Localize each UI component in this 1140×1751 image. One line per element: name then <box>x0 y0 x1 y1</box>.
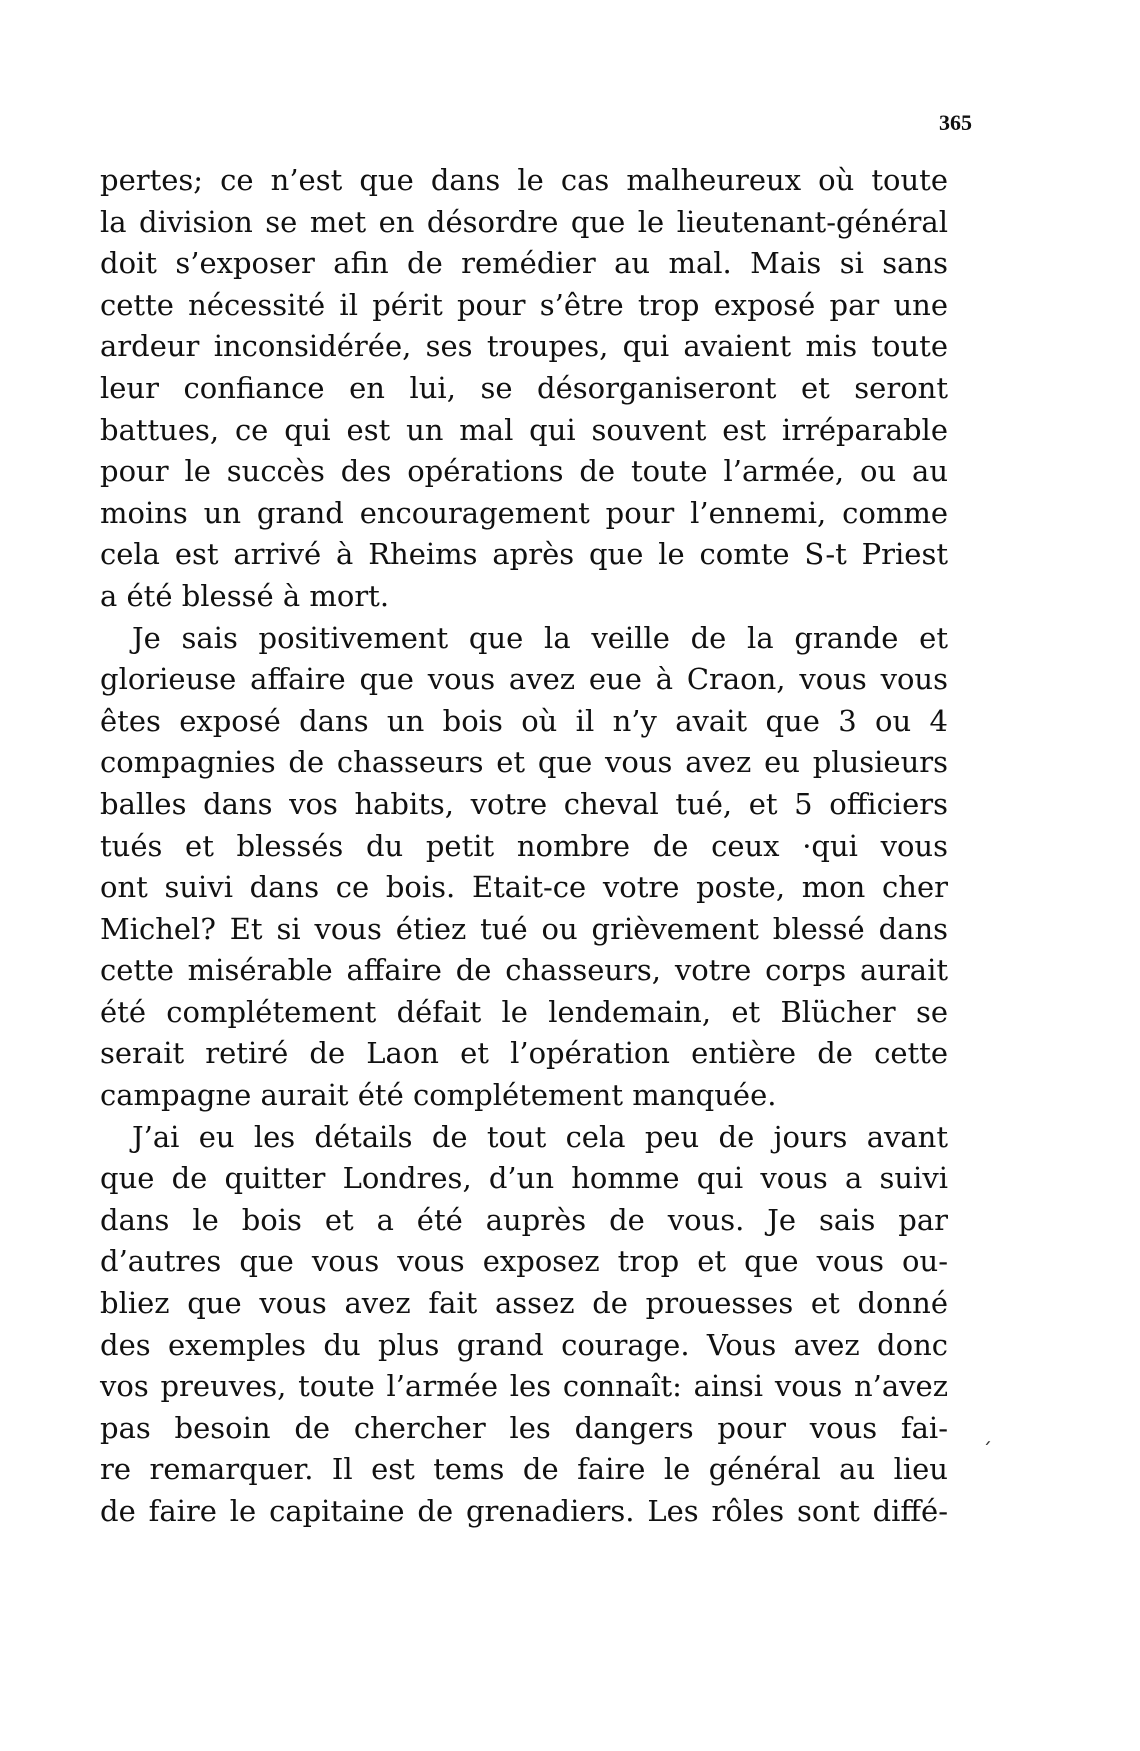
text-line: cette nécessité il périt pour s’être trop exposé par une <box>100 287 948 322</box>
text-line: de faire le capitaine de grenadiers. Les rôles sont diffé- <box>100 1494 948 1528</box>
text-line: vos preuves, toute l’armée les connaît: ainsi vous n’avez <box>100 1369 948 1404</box>
text-line: re remarquer. Il est tems de faire le général au lieu <box>100 1452 948 1487</box>
text-line: été complétement défait le lendemain, et Blücher se <box>100 994 948 1029</box>
text-line: balles dans vos habits, votre cheval tué, et 5 officiers <box>100 786 948 821</box>
ink-speck: ˏ <box>982 1421 992 1445</box>
text-line: d’autres que vous vous exposez trop et que vous ou- <box>100 1244 948 1279</box>
text-line: Michel? Et si vous étiez tué ou grièvement blessé dans <box>100 911 948 946</box>
text-line: ont suivi dans ce bois. Etait-ce votre poste, mon cher <box>100 870 948 905</box>
text-line: cette misérable affaire de chasseurs, votre corps aurait <box>100 953 948 988</box>
body-text <box>100 160 948 1533</box>
text-line: pour le succès des opérations de toute l’armée, ou au <box>100 454 948 489</box>
text-line: Je sais positivement que la veille de la grande et <box>132 620 948 655</box>
text-line: glorieuse affaire que vous avez eue à Craon, vous vous <box>100 662 948 697</box>
text-line: J’ai eu les détails de tout cela peu de jours avant <box>132 1119 948 1154</box>
text-line: pertes; ce n’est que dans le cas malheureux où toute <box>100 163 948 197</box>
text-line: doit s’exposer afin de remédier au mal. Mais si sans <box>100 246 948 281</box>
paragraph <box>100 618 948 1117</box>
paragraph <box>100 1117 948 1533</box>
text-line: a été blessé à mort. <box>100 578 390 613</box>
text-line: bliez que vous avez fait assez de prouesses et donné <box>100 1286 948 1321</box>
page-number: 365 <box>939 110 972 135</box>
text-line: êtes exposé dans un bois où il n’y avait que 3 ou 4 <box>100 703 948 738</box>
text-line: serait retiré de Laon et l’opération entière de cette <box>100 1036 948 1071</box>
text-line: leur confiance en lui, se désorganiseront et seront <box>100 370 948 405</box>
text-line: des exemples du plus grand courage. Vous avez donc <box>100 1327 948 1362</box>
text-line: ardeur inconsidérée, ses troupes, qui avaient mis toute <box>100 329 948 364</box>
text-line: battues, ce qui est un mal qui souvent est irréparable <box>100 412 948 447</box>
paragraph <box>100 160 948 618</box>
text-line: que de quitter Londres, d’un homme qui vous a suivi <box>100 1161 948 1196</box>
text-line: la division se met en désordre que le lieutenant-général <box>100 204 948 239</box>
text-line: campagne aurait été complétement manquée. <box>100 1078 777 1113</box>
text-line: pas besoin de chercher les dangers pour vous fai- <box>100 1410 948 1445</box>
text-line: dans le bois et a été auprès de vous. Je sais par <box>100 1202 948 1237</box>
text-line: tués et blessés du petit nombre de ceux ·qui vous <box>100 828 948 863</box>
text-line: cela est arrivé à Rheims après que le comte S-t Priest <box>100 537 948 572</box>
text-line: compagnies de chasseurs et que vous avez eu plusieurs <box>100 745 948 780</box>
text-line: moins un grand encouragement pour l’ennemi, comme <box>100 495 948 530</box>
